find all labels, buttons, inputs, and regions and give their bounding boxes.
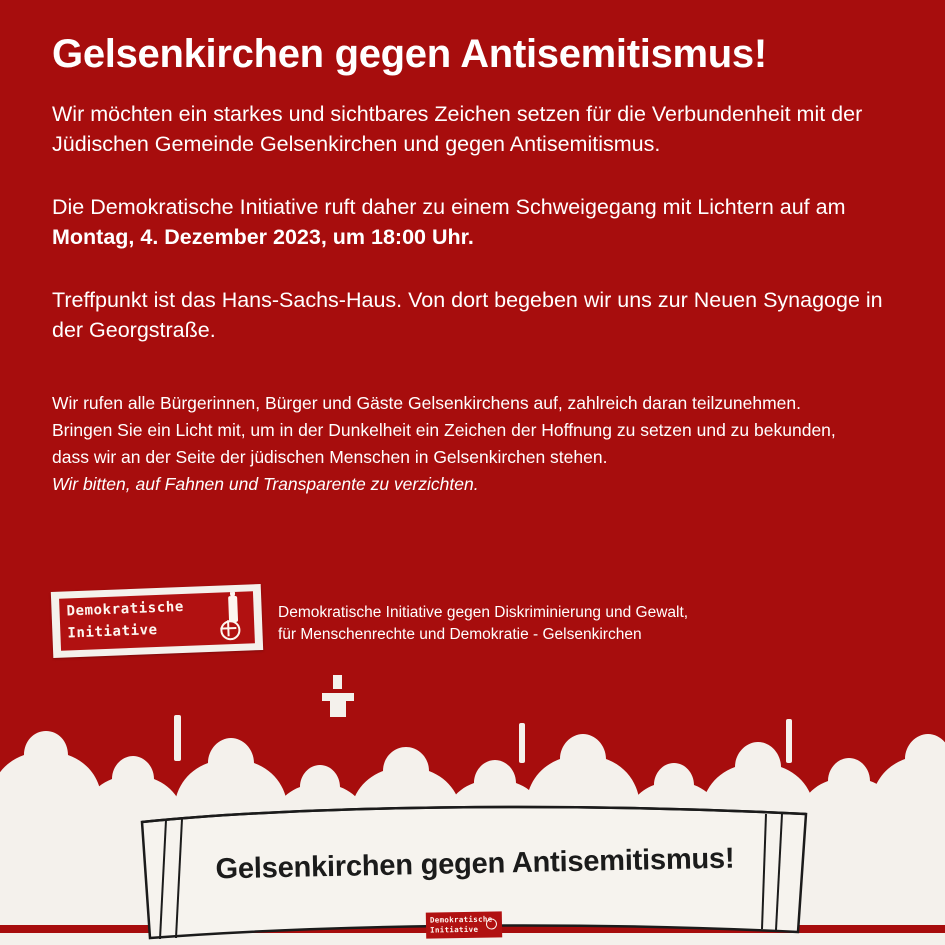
banner-logo-line-1: Demokratische xyxy=(429,914,493,925)
appeal-line-2: Bringen Sie ein Licht mit, um in der Dunkelheit ein Zeichen der Hoffnung zu setzen und zu bekunden, xyxy=(52,420,836,441)
organisation-row xyxy=(52,588,688,654)
call-paragraph xyxy=(52,192,897,253)
appeal-italic-note: Wir bitten, auf Fahnen und Transparente zu verzichten. xyxy=(52,474,479,495)
candle-icon xyxy=(228,596,238,622)
call-prefix-text: Die Demokratische Initiative ruft daher zu einem Schweigegang mit Lichtern auf am xyxy=(52,194,846,219)
logo-inner xyxy=(59,591,255,650)
spacer xyxy=(52,372,897,390)
logo-line-2: Initiative xyxy=(67,621,158,642)
logo-demokratische-initiative xyxy=(51,584,263,658)
globe-icon xyxy=(220,620,241,641)
organisation-line-1: Demokratische Initiative gegen Diskriminierung und Gewalt, xyxy=(278,604,689,621)
protest-banner xyxy=(130,800,820,945)
organisation-name xyxy=(278,588,688,646)
poster-text-block xyxy=(52,32,897,498)
intro-paragraph: Wir möchten ein starkes und sichtbares Zeichen setzen für die Verbundenheit mit der Jüdischen Gemeinde Gelsenkirchen und gegen Antisemitismus. xyxy=(52,101,863,157)
appeal-line-3: dass wir an der Seite der jüdischen Menschen in Gelsenkirchen stehen. xyxy=(52,447,608,468)
banner-logo-line-2: Initiative xyxy=(430,924,479,935)
call-date-text: Montag, 4. Dezember 2023, um 18:00 Uhr. xyxy=(52,225,474,250)
appeal-line-1: Wir rufen alle Bürgerinnen, Bürger und Gäste Gelsenkirchens auf, zahlreich daran teilzunehmen. xyxy=(52,392,802,413)
banner-slogan: Gelsenkirchen gegen Antisemitismus! xyxy=(215,842,735,886)
banner-logo-demokratische-initiative xyxy=(426,911,502,938)
appeal-paragraph xyxy=(52,390,897,499)
organisation-line-2: für Menschenrechte und Demokratie - Gelsenkirchen xyxy=(278,626,642,643)
globe-icon xyxy=(486,918,497,929)
meeting-point-paragraph: Treffpunkt ist das Hans-Sachs-Haus. Von dort begeben wir uns zur Neuen Synagoge in der Georgstraße. xyxy=(52,287,883,343)
logo-line-1: Demokratische xyxy=(66,598,185,620)
page-title: Gelsenkirchen gegen Antisemitismus! xyxy=(52,32,767,76)
